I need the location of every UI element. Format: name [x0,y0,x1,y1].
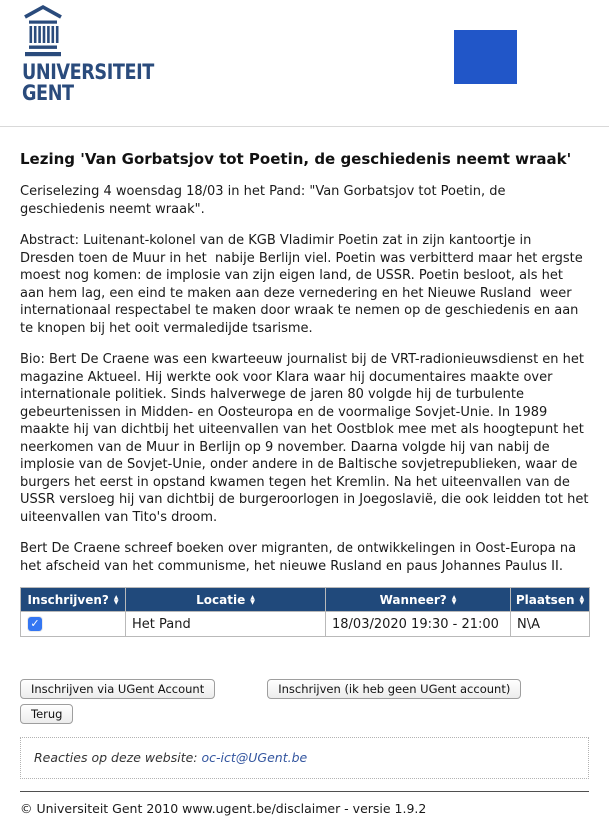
sessions-table [20,587,590,637]
abstract-paragraph: Abstract: Luitenant-kolonel van de KGB Vladimir Poetin zat in zijn kantoortje in Dresden toen de Muur in het nabije Berlijn viel. Poetin was verbitterd maar het ergste moest nog komen: de implosie van zijn eigen land, de USSR. Poetin besloot, als het aan hem lag, een eind te maken aan deze vernedering en het Nieuwe Rusland weer internationaal respectabel te maken door wraak te nemen op de geschiedenis en aan te knopen bij het ooit vermaledijde tsarisme. [20,233,587,336]
cell-plaatsen: N\A [511,612,590,637]
cell-wanneer: 18/03/2020 19:30 - 21:00 [326,612,511,637]
column-header-inschrijven[interactable]: Inschrijven? ▲ ▼ [21,588,126,612]
sort-icon[interactable]: ▲ ▼ [250,594,255,606]
books-paragraph: Bert De Craene schreef boeken over migranten, de ontwikkelingen in Oost-Europa na het afscheid van het communisme, het nieuwe Rusland en paus Johannes Paulus II. [20,541,581,574]
inschrijven-checkbox[interactable]: ✓ [28,617,42,631]
feedback-label: Reacties op deze website: [34,750,202,765]
ugent-temple-icon [22,4,64,58]
inschrijven-ugent-button[interactable]: Inschrijven via UGent Account [20,679,215,699]
logo-line-universiteit: UNIVERSITEIT [22,60,154,84]
column-header-plaatsen[interactable]: Plaatsen ▲ ▼ [511,588,590,612]
main-content [0,150,609,816]
inschrijven-geen-account-button[interactable]: Inschrijven (ik heb geen UGent account) [267,679,521,699]
terug-button[interactable]: Terug [20,704,73,724]
feedback-email-link[interactable]: oc-ict@UGent.be [201,750,308,765]
intro-paragraph: Ceriselezing 4 woensdag 18/03 in het Pand: "Van Gorbatsjov tot Poetin, de geschiedenis neemt wraak". [20,184,510,217]
footer-divider [20,791,589,792]
header-banner-image [454,30,517,84]
sort-icon[interactable]: ▲ ▼ [579,594,585,606]
cell-inschrijven [21,612,126,637]
feedback-box [20,737,589,779]
ugent-wordmark [22,62,179,104]
action-buttons-row [20,678,589,699]
column-header-wanneer[interactable]: Wanneer? ▲ ▼ [326,588,511,612]
logo-line-gent: GENT [22,81,74,105]
terug-row [20,703,589,724]
column-header-locatie[interactable]: Locatie ▲ ▼ [126,588,326,612]
cell-locatie: Het Pand [126,612,326,637]
bio-paragraph: Bio: Bert De Craene was een kwarteeuw journalist bij de VRT-radionieuwsdienst en het magazine Aktueel. Hij werkte ook voor Klara waar hij documentaires maakte over internationale politiek. Sinds halverwege de jaren 80 volgde hij de turbulente gebeurtenissen in Midden- en Oosteuropa en de voormalige Sovjet-Unie. In 1989 maakte hij van dichtbij het uiteenvallen van het Oostblok mee met als hoogtepunt het neerkomen van de Muur in Berlijn op 9 november. Daarna volgde hij van nabij de implosie van de Sovjet-Unie, onder andere in de Baltische sovjetrepublieken, waar de burgers het eerst in opstand kwamen tegen het Kremlin. Na het uiteenvallen van de USSR versloeg hij van dichtbij de burgeroorlogen in Joegoslavië, die ook leidden tot het uiteenvallen van Tito's droom. [20,352,593,525]
page-title: Lezing 'Van Gorbatsjov tot Poetin, de geschiedenis neemt wraak' [20,150,572,168]
sort-icon[interactable]: ▲ ▼ [113,594,119,606]
table-row [21,612,590,637]
ugent-logo[interactable] [22,4,179,104]
page-header [0,0,609,127]
table-header-row [21,588,590,612]
sort-icon[interactable]: ▲ ▼ [451,594,457,606]
copyright-text: © Universiteit Gent 2010 www.ugent.be/disclaimer - versie 1.9.2 [20,801,427,816]
